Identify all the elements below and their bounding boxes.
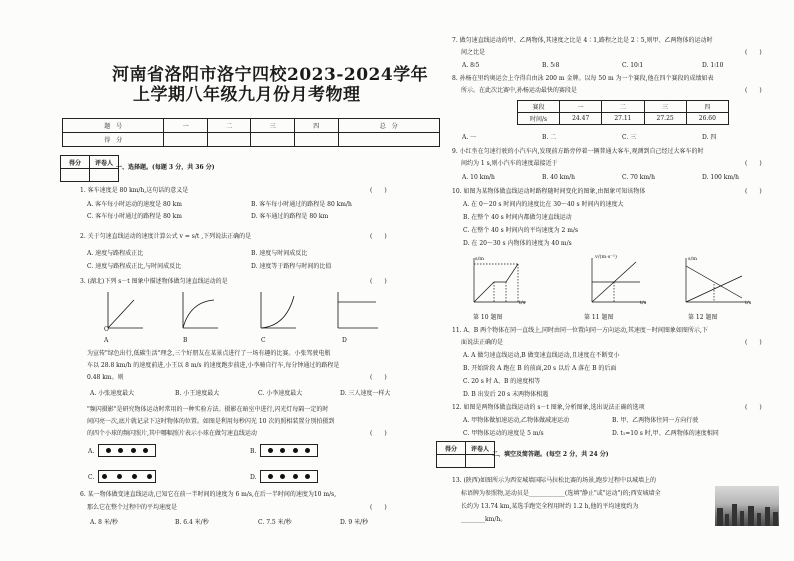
- q8-paren: ( ): [745, 87, 762, 94]
- q1-option-c[interactable]: C. 客车每小时通过的路程是 80 km: [87, 213, 182, 220]
- q13-line2: 标语牌为参照物,运动员是____________(选填"静止"或"运动")的;西安城墙全: [461, 490, 661, 497]
- q9-paren: ( ): [745, 160, 762, 167]
- q8-line1: 8. 孙杨在里约奥运会上夺得自由泳 200 m 金牌。以每 50 m 为一个赛段,他在四个赛段的成绩如表: [452, 75, 714, 82]
- q13-line3: 长约为 13.74 km,某选手跑完全程用时约 1.2 h,他的平均速度约为: [461, 503, 639, 510]
- q2-stem: 2. 关于匀速直线运动的速度计算公式 v = s/t ,下列说法正确的是: [80, 233, 252, 240]
- q1-option-a[interactable]: A. 客车每小时运动的速度是 80 km: [87, 201, 182, 208]
- race-time: 27.25: [644, 113, 686, 125]
- race-time: 24.47: [560, 113, 602, 125]
- section1-heading: 一、选择题。(每题 3 分，共 36 分): [116, 164, 215, 171]
- q7-line1: 7. 做匀速直线运动的甲、乙两物体,其速度之比是 4∶1,路程之比是 2∶5,则甲、乙两物体的运动时: [452, 37, 713, 44]
- section2-heading: 二、填空及简答题。(每空 2 分，共 24 分): [492, 451, 609, 458]
- race-header: 四: [686, 101, 728, 113]
- q6-option-c[interactable]: C. 7.5 米/秒: [258, 519, 292, 526]
- q3-option-c[interactable]: C: [261, 337, 266, 344]
- q5-photo-c[interactable]: [98, 470, 156, 483]
- score-header-cell: 一: [164, 119, 208, 133]
- q5-option-c[interactable]: C.: [88, 474, 95, 481]
- rater-box: [60, 155, 119, 182]
- rater-score-label: 得分: [61, 156, 90, 169]
- q11-option-c[interactable]: C. 20 s 时 A、B 的速度相等: [463, 378, 541, 385]
- score-cell[interactable]: [338, 133, 439, 147]
- race-time: 27.11: [602, 113, 644, 125]
- q4-line1: 为宣传"绿色出行,低碳生活"理念,三个好朋友在某景点进行了一场有趣的比赛。小张驾驶电瓶: [87, 350, 331, 357]
- fig12-y-label: s/m: [688, 256, 697, 262]
- score-header-cell: 总 分: [338, 119, 439, 133]
- q10-line1: 10. 如图为某物体做直线运动时路程随时间变化的图象,由图象可知该物体: [452, 188, 646, 195]
- race-header: 一: [560, 101, 602, 113]
- rater-box-2: [436, 441, 495, 468]
- fig12-x-label: t/s: [745, 300, 752, 306]
- score-cell[interactable]: [251, 133, 295, 147]
- q11-option-d[interactable]: D. B 出发后 20 s 末两物体相遇: [463, 391, 549, 398]
- q7-paren: ( ): [745, 49, 762, 56]
- q2-option-a[interactable]: A. 速度与路程成正比: [87, 250, 144, 257]
- score-cell[interactable]: [164, 133, 208, 147]
- q8-line2: 所示。在此次比赛中,孙杨运动最快的赛段是: [461, 87, 577, 94]
- q10-option-d[interactable]: D. 在 20～30 s 内物体的速度为 40 m/s: [463, 240, 572, 247]
- q5-paren: ( ): [370, 430, 387, 437]
- q2-paren: ( ): [370, 233, 387, 240]
- q9-option-b[interactable]: B. 40 km/h: [542, 174, 575, 181]
- fig10-x-label: t/s: [519, 300, 526, 306]
- q3-graphs: [98, 288, 388, 336]
- q3-option-a[interactable]: A: [104, 337, 109, 344]
- q10-paren: ( ): [745, 188, 762, 195]
- score-row-label: 得 分: [63, 133, 164, 147]
- rater-name-label: 评卷人: [466, 442, 495, 455]
- score-table: [62, 118, 440, 147]
- q10-option-a[interactable]: A. 在 0～20 s 时间内的速度比在 30～40 s 时间内的速度大: [463, 201, 624, 208]
- q4-option-d[interactable]: D. 三人速度一样大: [340, 390, 391, 397]
- q6-option-a[interactable]: A. 8 米/秒: [90, 519, 118, 526]
- q7-option-a[interactable]: A. 8∶5: [462, 62, 480, 69]
- q8-race-table: [517, 100, 729, 125]
- score-cell[interactable]: [295, 133, 339, 147]
- q7-line2: 间之比是: [461, 49, 486, 56]
- score-cell[interactable]: [207, 133, 251, 147]
- marathon-photo: [715, 486, 779, 526]
- q9-option-a[interactable]: A. 10 km/h: [462, 174, 495, 181]
- q12-option-c[interactable]: C. 甲物体运动的速度是 5 m/s: [463, 430, 544, 437]
- rater-name-cell[interactable]: [466, 455, 495, 468]
- race-time: 26.60: [686, 113, 728, 125]
- q12-paren: ( ): [745, 404, 762, 411]
- q8-option-c[interactable]: C. 三: [622, 134, 637, 141]
- score-header-cell: 四: [295, 119, 339, 133]
- q7-option-d[interactable]: D. 1∶10: [702, 62, 724, 69]
- q13-line1: 13. (陕西)如图所示为西安城墙国际马拉松比赛的场景,跑步过程中以城墙上的: [452, 477, 657, 484]
- q13-line4: ________km/h。: [461, 516, 507, 523]
- q3-paren: ( ): [370, 278, 387, 285]
- rater-score-label: 得分: [437, 442, 466, 455]
- q7-option-c[interactable]: C. 10∶1: [622, 62, 644, 69]
- fig10-y-label: s/m: [475, 256, 484, 262]
- q4-option-a[interactable]: A. 小张速度最大: [90, 390, 135, 397]
- q2-option-b[interactable]: B. 速度与时间成反比: [251, 250, 308, 257]
- q1-option-b[interactable]: B. 客车每小时通过的路程是 80 km/h: [251, 201, 352, 208]
- race-header: 赛段: [518, 101, 560, 113]
- q5-option-a[interactable]: A.: [88, 448, 95, 455]
- q11-line2: 面说法正确的是: [461, 339, 504, 346]
- q5-line3: 的四个小球的频闪照片,其中哪幅照片表示小球在做匀速直线运动: [87, 430, 257, 437]
- q12-option-b[interactable]: B. 甲、乙两物体往同一方向行驶: [612, 417, 699, 424]
- q9-option-d[interactable]: D. 100 km/h: [702, 174, 739, 181]
- rater-score-cell[interactable]: [61, 169, 90, 182]
- q9-line1: 9. 小红坐在匀速行驶的小汽车内,发现前方路旁停着一辆普通大客车,观测到自己经过大客车的时: [452, 148, 704, 155]
- q2-option-c[interactable]: C. 速度与路程成正比,与时间成反比: [87, 263, 182, 270]
- race-row-label: 时间/s: [518, 113, 560, 125]
- q1-option-d[interactable]: D. 客车通过的路程是 80 km: [251, 213, 329, 220]
- q5-option-b[interactable]: B.: [250, 448, 257, 455]
- q1-stem: 1. 客车速度是 80 km/h,这句话的意义是: [80, 187, 189, 194]
- q9-line2: 间约为 1 s,则小汽车的速度最接近于: [461, 160, 558, 167]
- q4-option-b[interactable]: B. 小王速度最大: [175, 390, 220, 397]
- fig10-caption: 第 10 题图: [473, 314, 503, 321]
- q12-line1: 12. 如图是两物体做直线运动的 s－t 图象,分析图象,选出说法正确的选项: [452, 404, 645, 411]
- figures-10-12: [460, 254, 760, 316]
- q3-stem: 3. (湖北)下列 s－t 图象中描述物体做匀速直线运动的是: [80, 278, 228, 285]
- score-header-cell: 三: [251, 119, 295, 133]
- q5-photo-b[interactable]: [260, 444, 318, 457]
- q6-line2: 那么它在整个过程中的平均速度是: [87, 504, 178, 511]
- q6-option-b[interactable]: B. 6.4 米/秒: [175, 519, 209, 526]
- score-header-cell: 题 号: [63, 119, 164, 133]
- race-header: 二: [602, 101, 644, 113]
- score-header-cell: 二: [207, 119, 251, 133]
- q4-line2: 车以 28.8 km/h 的速度前进,小王以 8 m/s 的速度跑步前进,小李骑自行车,每分钟通过的路程是: [87, 362, 340, 369]
- q4-line3: 0.48 km。则: [87, 374, 124, 381]
- q5-option-d[interactable]: D.: [250, 474, 257, 481]
- q4-paren: ( ): [370, 374, 387, 381]
- q3-option-d[interactable]: D: [342, 337, 347, 344]
- q5-photo-d[interactable]: [260, 470, 318, 483]
- q11-option-b[interactable]: B. 开始阶段 A 跑在 B 的前面,20 s 以后 A 落在 B 的后面: [463, 365, 617, 372]
- q1-paren: ( ): [370, 187, 387, 194]
- q2-option-d[interactable]: D. 速度等于路程与时间的比值: [251, 263, 332, 270]
- q4-option-c[interactable]: C. 小李速度最大: [258, 390, 303, 397]
- q9-option-c[interactable]: C. 70 km/h: [622, 174, 655, 181]
- q10-option-b[interactable]: B. 在整个 40 s 时间内都做匀速直线运动: [463, 214, 572, 221]
- rater-name-label: 评卷人: [90, 156, 119, 169]
- q6-paren: ( ): [370, 504, 387, 511]
- rater-score-cell[interactable]: [437, 455, 466, 468]
- title-line2: 上学期八年级九月份月考物理: [133, 85, 361, 105]
- q12-option-a[interactable]: A. 甲物体做加速运动,乙物体做减速运动: [463, 417, 570, 424]
- rater-name-cell[interactable]: [90, 169, 119, 182]
- q10-option-c[interactable]: C. 在整个 40 s 时间内的平均速度为 2 m/s: [463, 227, 579, 234]
- q8-option-d[interactable]: D. 四: [702, 134, 717, 141]
- q11-paren: ( ): [745, 339, 762, 346]
- q7-option-b[interactable]: B. 5∶8: [542, 62, 560, 69]
- q5-photo-a[interactable]: [98, 444, 156, 457]
- q5-line2: 间闪亮一次,底片就记录下这时物体的位置。如图是利用每秒闪光 10 次的照相装置分别拍摄到: [87, 418, 335, 425]
- fig11-caption: 第 11 题图: [584, 314, 614, 321]
- q6-line1: 6. 某一物体做变速直线运动,已知它在前一半时间的速度为 6 m/s,在后一半时间的速度为10 m/s,: [80, 491, 337, 498]
- q11-line1: 11. A、B 两个物体在同一直线上,同时由同一位置向同一方向运动,其速度－时间图象如图所示,下: [452, 327, 708, 334]
- title-line1: 河南省洛阳市洛宁四校2023-2024学年: [112, 65, 429, 85]
- q3-label-o: O: [104, 326, 109, 333]
- q8-option-b[interactable]: B. 二: [542, 134, 557, 141]
- q6-option-d[interactable]: D. 9 米/秒: [340, 519, 369, 526]
- fig12-caption: 第 12 题图: [688, 314, 718, 321]
- q12-option-d[interactable]: D. t₁=10 s 时,甲、乙两物体的速度相同: [612, 430, 719, 437]
- q3-option-b[interactable]: B: [183, 337, 188, 344]
- q5-line1: "频闪摄影"是研究物体运动时常用的一种实验方法。摄影在暗室中进行,闪光灯每隔一定的时: [87, 406, 329, 413]
- q8-option-a[interactable]: A. 一: [462, 134, 477, 141]
- race-header: 三: [644, 101, 686, 113]
- q11-option-a[interactable]: A. A 做匀速直线运动,B 做变速直线运动,且速度在不断变小: [463, 352, 620, 359]
- fig11-x-label: t/s: [640, 300, 647, 306]
- fig11-y-label: v/(m·s⁻¹): [595, 254, 617, 260]
